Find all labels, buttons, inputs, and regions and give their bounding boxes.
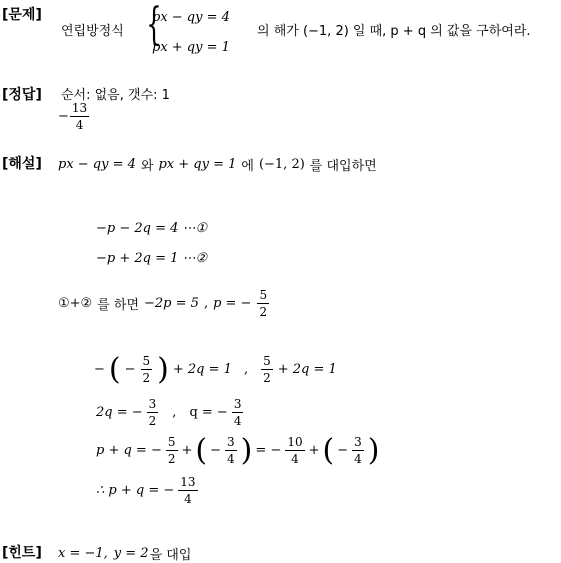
q-line [96, 397, 244, 428]
frac-den: 2 [259, 305, 268, 319]
q-fraction-a [147, 397, 159, 428]
solution-intro-eq2: px + qy = 1 [158, 157, 237, 172]
sub-comma: , [243, 362, 249, 377]
sum-fraction-c [285, 435, 304, 466]
combine-fraction [257, 288, 269, 319]
hint-text [58, 544, 191, 563]
solution-label: [해설] [2, 156, 42, 172]
solution-intro-point: (−1, 2) [258, 157, 305, 172]
answer-fraction [70, 101, 89, 132]
frac-num: 3 [148, 397, 157, 411]
frac-den: 4 [354, 452, 362, 466]
combine-comma: , [203, 296, 209, 311]
sub-fraction-b [261, 354, 273, 385]
q-fraction-b [232, 397, 244, 428]
sub-minus: − [94, 362, 105, 377]
therefore-line [96, 475, 199, 506]
hint-x: x = −1, [58, 546, 108, 561]
combine-text: 를 하면 [97, 298, 140, 313]
system-brace: { [146, 0, 162, 50]
frac-den: 4 [227, 452, 235, 466]
q-comma: , [172, 405, 177, 420]
frac-den: 2 [142, 371, 151, 385]
sub-fraction-a [141, 354, 153, 385]
close-paren: ) [240, 432, 253, 468]
frac-num: 3 [227, 435, 235, 449]
open-paren: ( [322, 432, 335, 468]
answer-sign: − [58, 109, 69, 124]
hint-tail: 을 대입 [149, 548, 192, 563]
sum-fraction-a [166, 435, 178, 466]
sum-lhs: p + q = − [96, 443, 162, 458]
combine-p-eq: p = − [213, 296, 252, 311]
frac-num: 5 [142, 354, 151, 368]
frac-num: 5 [263, 354, 271, 368]
answer-numerator: 13 [71, 101, 88, 115]
frac-den: 2 [167, 452, 176, 466]
problem-label: [문제] [2, 7, 42, 23]
combine-marker: ①+② [58, 296, 93, 311]
sub-inner-minus: − [124, 362, 136, 377]
substitution-line [94, 351, 337, 387]
sum-plus-2: + [308, 443, 320, 458]
system-eq1: px − qy = 4 [152, 10, 230, 25]
system-eq2: px + qy = 1 [152, 40, 230, 55]
close-paren: ) [367, 432, 380, 468]
sum-inner-minus-2: − [337, 443, 349, 458]
sum-eq: = − [255, 443, 282, 458]
answer-value [58, 101, 90, 132]
sub-eq-a: + 2q = 1 [172, 362, 232, 377]
open-paren: ( [195, 432, 208, 468]
frac-den: 2 [148, 414, 157, 428]
answer-label: [정답] [2, 87, 42, 103]
close-paren: ) [157, 351, 169, 387]
sum-fraction-d [352, 435, 364, 466]
open-paren: ( [108, 351, 121, 387]
equation-2: −p + 2q = 1 ⋯② [96, 251, 208, 266]
frac-num: 10 [287, 435, 303, 449]
frac-den: 4 [184, 492, 192, 506]
sum-plus: + [181, 443, 193, 458]
problem-intro: 연립방정식 [61, 24, 124, 39]
frac-den: 4 [291, 452, 299, 466]
sum-inner-minus: − [210, 443, 222, 458]
solution-intro-to: 에 [241, 159, 254, 174]
frac-num: 3 [233, 397, 242, 411]
q-lhs: 2q = − [96, 405, 143, 420]
therefore-fraction [178, 475, 197, 506]
frac-den: 4 [233, 414, 242, 428]
problem-tail: 의 해가 (−1, 2) 일 때, p + q 의 값을 구하여라. [257, 24, 531, 39]
answer-meta: 순서: 없음, 갯수: 1 [61, 88, 170, 103]
combine-line [58, 288, 270, 319]
solution-intro-substitute: 를 대입하면 [309, 159, 377, 174]
solution-intro-and: 와 [140, 159, 154, 174]
frac-den: 2 [263, 371, 271, 385]
sum-fraction-b [225, 435, 237, 466]
combine-result: −2p = 5 [144, 296, 199, 311]
q-rhs: q = − [189, 405, 228, 420]
hint-label: [힌트] [2, 545, 42, 561]
frac-num: 3 [354, 435, 362, 449]
frac-num: 5 [259, 288, 268, 302]
sum-line [96, 432, 380, 468]
frac-num: 5 [167, 435, 176, 449]
solution-intro [58, 155, 377, 174]
equation-1: −p − 2q = 4 ⋯① [96, 221, 208, 236]
solution-intro-eq1: px − qy = 4 [58, 157, 136, 172]
frac-num: 13 [180, 475, 196, 489]
therefore-lhs: ∴ p + q = − [96, 483, 175, 498]
answer-denominator: 4 [75, 118, 84, 132]
sub-eq-b: + 2q = 1 [277, 362, 337, 377]
hint-y: y = 2 [113, 546, 149, 561]
